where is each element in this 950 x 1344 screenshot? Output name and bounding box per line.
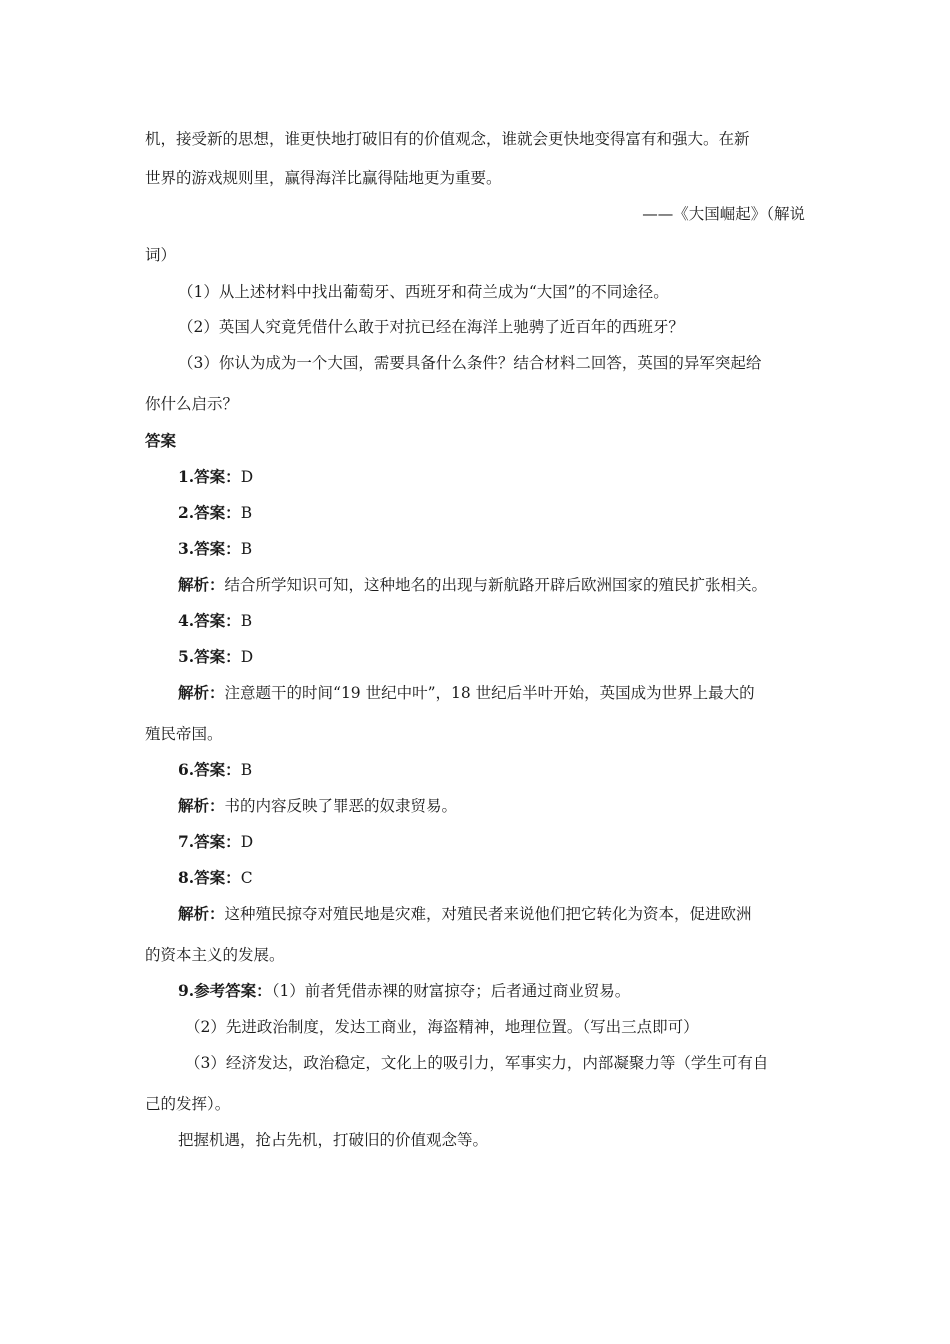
material-line-2: 世界的游戏规则里，赢得海洋比赢得陆地更为重要。 [145,169,502,187]
answer-label: 9.参考答案： [178,981,272,1000]
answers-heading: 答案 [145,431,177,450]
answer-value: B [240,540,253,558]
answer-9-part-1: （1）前者凭借赤裸的财富掠夺；后者通过商业贸易。 [271,982,631,1000]
explanation-text: 这种殖民掠夺对殖民地是灾难，对殖民者来说他们把它转化为资本，促进欧洲 [224,905,752,923]
answer-2 [178,503,252,523]
question-2: （2）英国人究竟凭借什么敢于对抗已经在海洋上驰骋了近百年的西班牙？ [178,318,684,336]
answer-9-part-3: （3）经济发达，政治稳定，文化上的吸引力，军事实力，内部凝聚力等（学生可有自 [185,1054,769,1072]
material-source-cont: 词） [145,246,177,264]
explanation-8 [178,904,752,924]
answer-3 [178,539,252,559]
answer-label: 3.答案： [178,539,241,558]
explanation-5-cont: 殖民帝国。 [145,725,223,743]
answer-4 [178,611,252,631]
answer-value: D [240,468,254,486]
question-1: （1）从上述材料中找出葡萄牙、西班牙和荷兰成为“大国”的不同途径。 [178,283,669,301]
explanation-3 [178,575,767,595]
answer-label: 7.答案： [178,832,241,851]
answer-label: 4.答案： [178,611,241,630]
explanation-6 [178,796,457,816]
answer-9 [178,981,630,1001]
material-line-1: 机，接受新的思想，谁更快地打破旧有的价值观念，谁就会更快地变得富有和强大。在新 [145,130,750,148]
answer-1 [178,467,253,487]
answer-label: 6.答案： [178,760,241,779]
answer-value: B [240,612,253,630]
question-3: （3）你认为成为一个大国，需要具备什么条件？结合材料二回答，英国的异军突起给 [178,354,762,372]
answer-9-part-4: 把握机遇，抢占先机，打破旧的价值观念等。 [178,1131,489,1149]
explanation-8-cont: 的资本主义的发展。 [145,946,285,964]
explanation-5 [178,683,755,703]
explanation-label: 解析： [178,904,225,923]
answer-label: 1.答案： [178,467,241,486]
question-3-cont: 你什么启示？ [145,395,239,413]
answer-value: C [240,869,253,887]
answer-value: D [240,648,254,666]
explanation-label: 解析： [178,575,225,594]
answer-label: 8.答案： [178,868,241,887]
explanation-label: 解析： [178,683,225,702]
answer-9-part-2: （2）先进政治制度，发达工商业，海盗精神，地理位置。（写出三点即可） [185,1018,699,1036]
explanation-text: 书的内容反映了罪恶的奴隶贸易。 [224,797,458,815]
answer-9-part-3-cont: 己的发挥）。 [145,1095,231,1113]
answer-5 [178,647,253,667]
answer-value: B [240,504,253,522]
answer-label: 5.答案： [178,647,241,666]
material-source: ——《大国崛起》（解说 [642,205,805,223]
explanation-text: 结合所学知识可知，这种地名的出现与新航路开辟后欧洲国家的殖民扩张相关。 [224,576,768,594]
answer-value: D [240,833,254,851]
answer-6 [178,760,252,780]
explanation-text: 注意题干的时间“19 世纪中叶”，18 世纪后半叶开始，英国成为世界上最大的 [224,684,755,702]
answer-7 [178,832,253,852]
answer-value: B [240,761,253,779]
explanation-label: 解析： [178,796,225,815]
answer-label: 2.答案： [178,503,241,522]
answer-8 [178,868,253,888]
